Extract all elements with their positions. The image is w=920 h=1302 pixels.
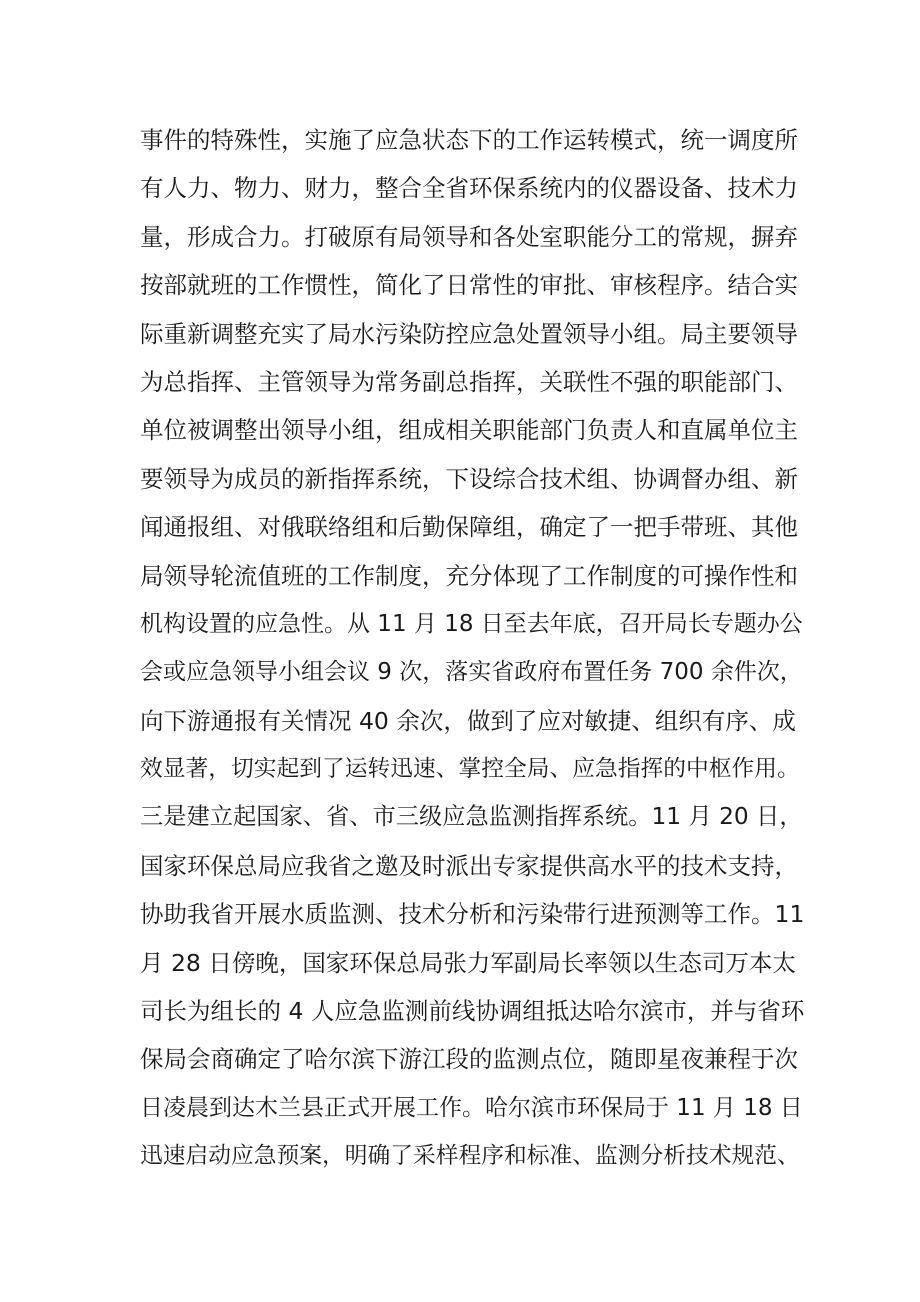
text-line: 事件的特殊性，实施了应急状态下的工作运转模式，统一调度所 xyxy=(140,126,798,154)
text-line: 要领导为成员的新指挥系统，下设综合技术组、协调督办组、新 xyxy=(140,464,798,493)
text-line: 际重新调整充实了局水污染防控应急处置领导小组。局主要领导 xyxy=(140,319,798,348)
text-line: 效显著，切实起到了运转迅速、掌控全局、应急指挥的中枢作用。 xyxy=(140,756,800,783)
text-line: 为总指挥、主管领导为常务副总指挥，关联性不强的职能部门、 xyxy=(140,367,798,396)
text-line: 机构设置的应急性。从 11 月 18 日至去年底，召开局长专题办公 xyxy=(140,610,803,637)
text-line: 三是建立起国家、省、市三级应急监测指挥系统。11 月 20 日， xyxy=(140,803,803,831)
text-line: 向下游通报有关情况 40 余次，做到了应对敏捷、组织有序、成 xyxy=(140,706,796,735)
text-line: 协助我省开展水质监测、技术分析和污染带行进预测等工作。11 xyxy=(140,900,805,929)
body-text xyxy=(140,116,805,1181)
text-line: 会或应急领导小组会议 9 次，落实省政府布置任务 700 余件次， xyxy=(140,659,803,686)
text-line: 国家环保总局应我省之邀及时派出专家提供高水平的技术支持， xyxy=(140,851,798,880)
text-line: 有人力、物力、财力，整合全省环保系统内的仪器设备、技术力 xyxy=(140,174,798,203)
text-line: 迅速启动应急预案，明确了采样程序和标准、监测分析技术规范、 xyxy=(140,1143,800,1170)
text-line: 按部就班的工作惯性，简化了日常性的审批、审核程序。结合实 xyxy=(140,271,798,300)
text-line: 闻通报组、对俄联络组和后勤保障组，确定了一把手带班、其他 xyxy=(140,513,798,542)
text-line: 司长为组长的 4 人应急监测前线协调组抵达哈尔滨市，并与省环 xyxy=(140,997,805,1026)
text-line: 日凌晨到达木兰县正式开展工作。哈尔滨市环保局于 11 月 18 日 xyxy=(140,1094,803,1121)
text-line: 量，形成合力。打破原有局领导和各处室职能分工的常规，摒弃 xyxy=(140,222,798,251)
text-line: 局领导轮流值班的工作制度，充分体现了工作制度的可操作性和 xyxy=(140,561,798,590)
text-line: 单位被调整出领导小组，组成相关职能部门负责人和直属单位主 xyxy=(140,416,798,445)
text-line: 月 28 日傍晚，国家环保总局张力军副局长率领以生态司万本太 xyxy=(140,948,796,977)
text-line: 保局会商确定了哈尔滨下游江段的监测点位，随即星夜兼程于次 xyxy=(140,1045,798,1074)
